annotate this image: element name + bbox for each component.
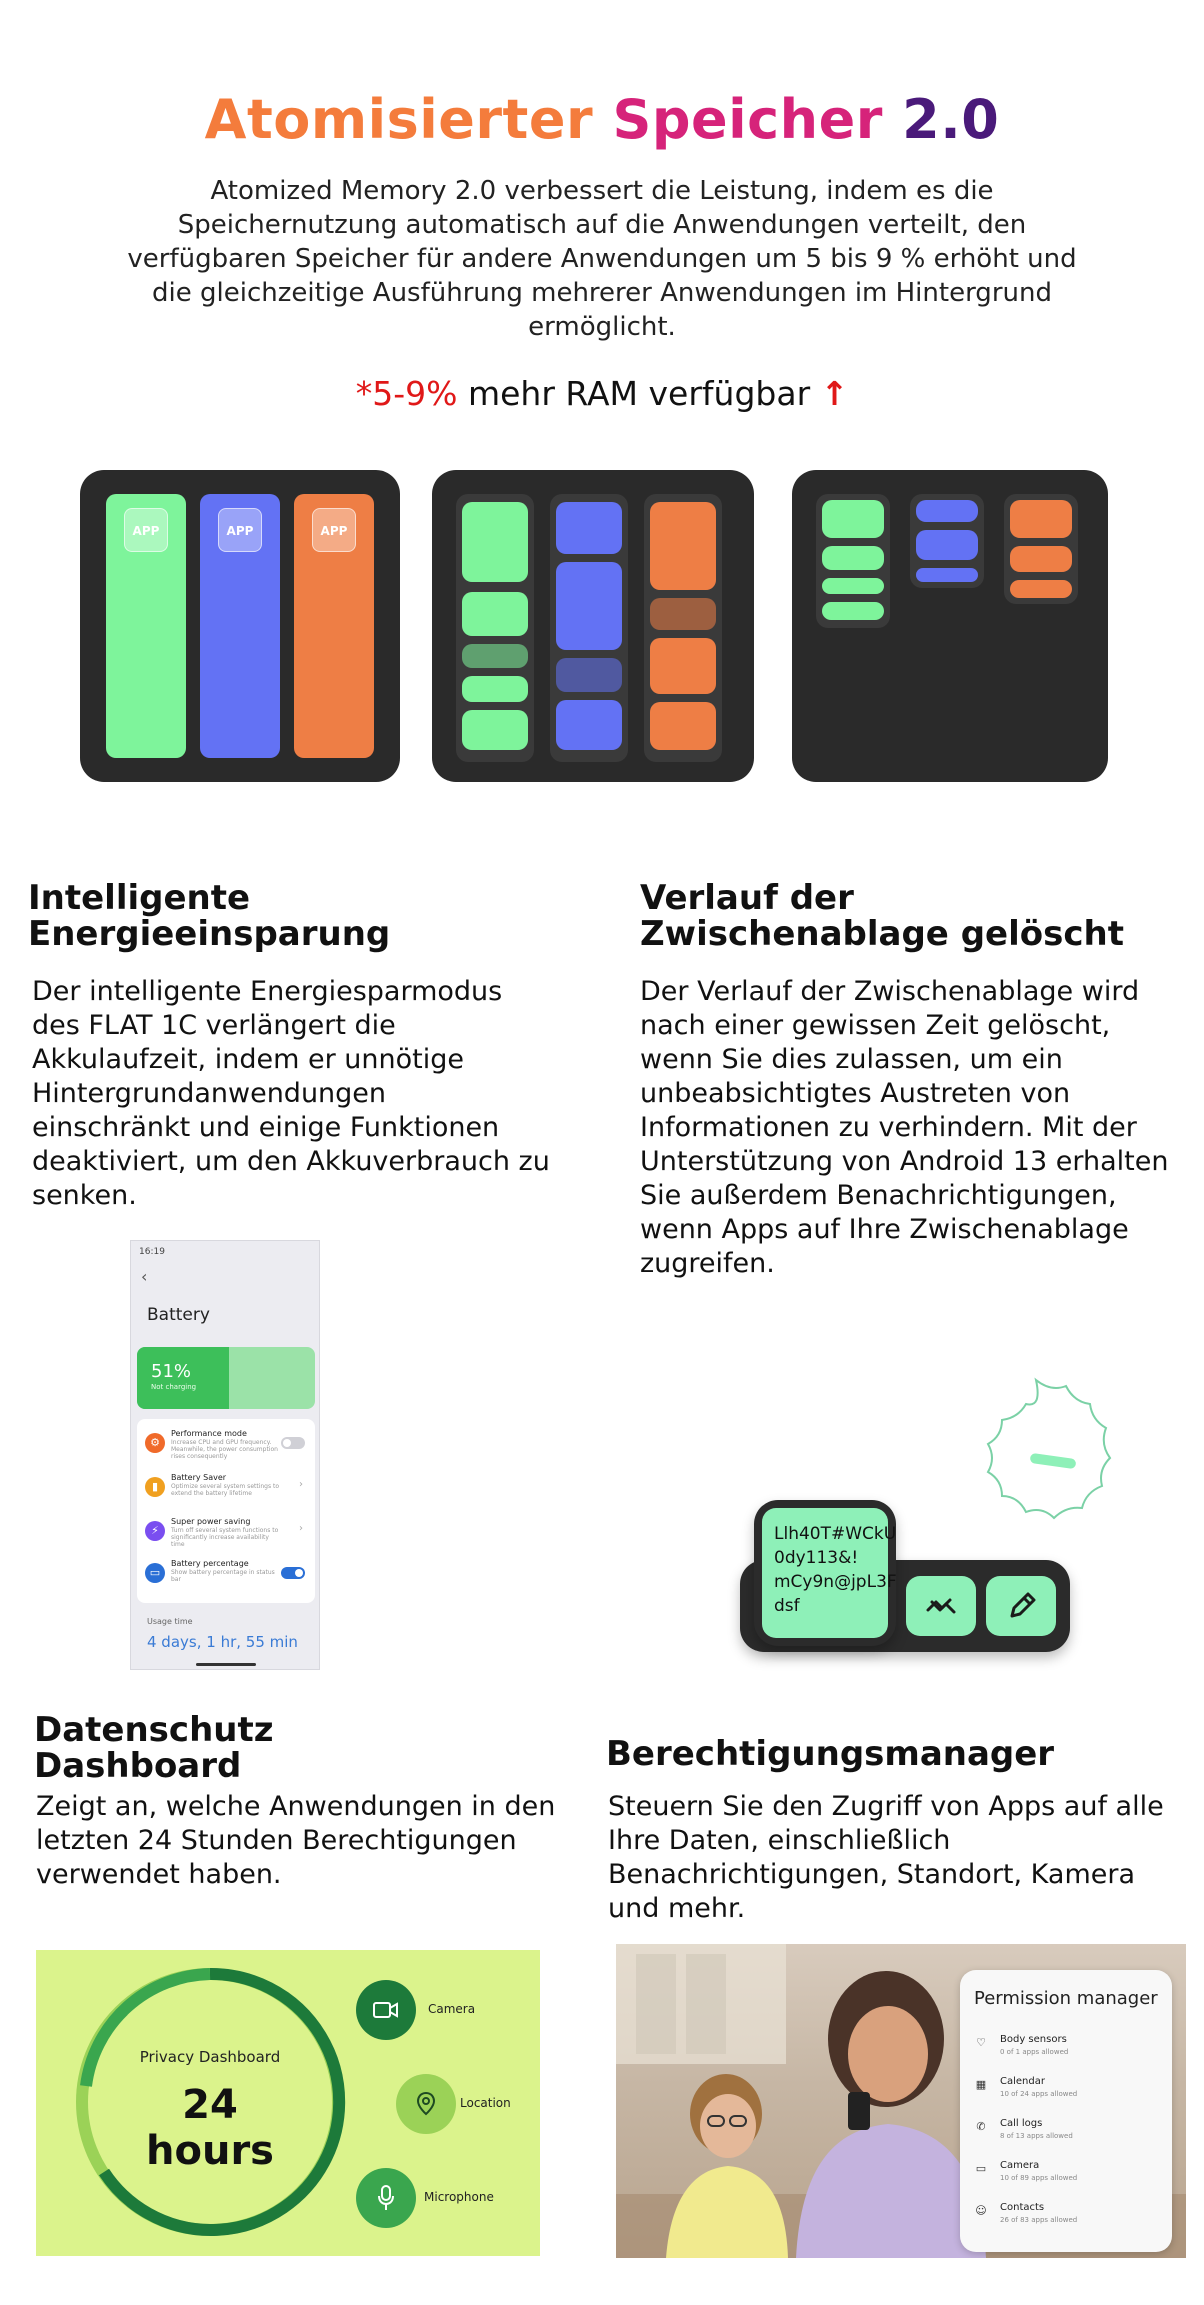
memory-block xyxy=(1010,546,1072,572)
permission-item-body-sensors[interactable] xyxy=(974,2034,1174,2072)
toggle-switch[interactable] xyxy=(281,1567,305,1579)
app-icon: APP xyxy=(218,508,262,552)
location-icon xyxy=(396,2074,456,2134)
ram-line xyxy=(0,374,1204,413)
permission-name: Call logs xyxy=(1000,2118,1043,2129)
battery-level-card xyxy=(137,1347,315,1409)
memory-block xyxy=(462,502,528,582)
microphone-label: Microphone xyxy=(424,2190,494,2204)
gear-icon: ⚙ xyxy=(145,1433,165,1453)
edit-button[interactable] xyxy=(986,1576,1056,1636)
permission-item-camera[interactable] xyxy=(974,2160,1174,2198)
permissions-title: Berechtigungsmanager xyxy=(606,1734,1055,1774)
setting-battery-percentage[interactable] xyxy=(143,1559,309,1595)
battery-percent: 51% xyxy=(151,1361,192,1382)
clip-text-line3: mCy9n@jpL3F xyxy=(774,1572,897,1592)
memory-block xyxy=(1010,580,1072,598)
permission-item-call-logs[interactable] xyxy=(974,2118,1174,2156)
memory-block xyxy=(556,562,622,650)
setting-title: Battery percentage xyxy=(171,1559,249,1568)
permission-item-contacts[interactable] xyxy=(974,2202,1174,2240)
battery-phone-screenshot xyxy=(130,1240,320,1670)
setting-battery-saver[interactable] xyxy=(143,1473,309,1509)
nearby-share-button[interactable] xyxy=(906,1576,976,1636)
setting-title: Battery Saver xyxy=(171,1473,227,1482)
location-label: Location xyxy=(460,2096,511,2110)
charging-status: Not charging xyxy=(151,1383,197,1391)
ram-percentage: *5-9% xyxy=(355,374,458,413)
permission-name: Body sensors xyxy=(1000,2034,1067,2045)
memory-block xyxy=(1010,500,1072,538)
clipboard-title-line1: Verlauf der xyxy=(640,878,854,918)
memory-block xyxy=(650,502,716,590)
privacy-dashboard-hours xyxy=(110,2082,310,2174)
toggle-switch[interactable] xyxy=(281,1437,305,1449)
setting-performance-mode[interactable] xyxy=(143,1429,309,1465)
permission-name: Calendar xyxy=(1000,2076,1045,2087)
heart-icon: ♡ xyxy=(976,2036,986,2049)
setting-title: Super power saving xyxy=(171,1517,251,1526)
memory-block xyxy=(462,676,528,702)
chevron-right-icon: › xyxy=(299,1479,303,1490)
setting-subtitle: Turn off several system functions to significantly increase availability time xyxy=(171,1527,279,1548)
calendar-icon: ▦ xyxy=(975,2078,987,2091)
clipboard-title xyxy=(640,880,1180,952)
status-time: 16:19 xyxy=(139,1247,165,1257)
permissions-text: Steuern Sie den Zugriff von Apps auf alle Ihre Daten, einschließlich Benachrichtigungen, Standort, Kamera und mehr. xyxy=(608,1791,1164,1924)
hero-description: Atomized Memory 2.0 verbessert die Leistung, indem es die Speichernutzung automatisch auf die Anwendungen verteilt, den verfügbaren Speicher für andere Anwendungen um 5 bis 9 % erhöht und die gleichzeitige Ausführung mehrerer Anwendungen im Hintergrund ermöglicht. xyxy=(127,176,1077,342)
setting-subtitle: Show battery percentage in status bar xyxy=(171,1569,275,1583)
clipboard-text: Der Verlauf der Zwischenablage wird nach einer gewissen Zeit gelöscht, wenn Sie dies zulassen, um ein unbeabsichtigtes Austreten von Informationen zu verhindern. Mit der Unterstützung von Android 13 erhalten Sie außerdem Benachrichtigungen, wenn Apps auf Ihre Zwischenablage zugreifen. xyxy=(640,976,1169,1279)
memory-block xyxy=(822,578,884,594)
memory-block xyxy=(650,598,716,630)
privacy-title xyxy=(34,1712,554,1784)
permission-count: 8 of 13 apps allowed xyxy=(1000,2132,1073,2140)
energy-title-line2: Energieeinsparung xyxy=(28,914,391,954)
hero-title-part1: Atomisierter xyxy=(204,88,594,151)
permission-name: Contacts xyxy=(1000,2202,1045,2213)
phone-icon: ✆ xyxy=(976,2120,986,2133)
energy-title xyxy=(28,880,548,952)
battery-icon: ▮ xyxy=(145,1477,165,1497)
contacts-icon: ☺ xyxy=(975,2204,987,2217)
setting-super-power-saving[interactable] xyxy=(143,1517,309,1553)
clip-text-line4: dsf xyxy=(774,1596,800,1616)
setting-title: Performance mode xyxy=(171,1429,247,1438)
arrow-up-icon: ↑ xyxy=(820,374,849,413)
hours-number: 24 xyxy=(182,2082,238,2128)
memory-block xyxy=(916,530,978,560)
memory-tile-freed xyxy=(792,470,1108,782)
hours-word: hours xyxy=(146,2128,274,2174)
microphone-icon xyxy=(356,2168,416,2228)
camera-icon: ▭ xyxy=(975,2162,987,2175)
permission-count: 26 of 83 apps allowed xyxy=(1000,2216,1078,2224)
privacy-title-line1: Datenschutz xyxy=(34,1710,274,1750)
permission-manager-title: Permission manager xyxy=(974,1988,1158,2009)
lightning-icon: ⚡ xyxy=(145,1521,165,1541)
permission-count: 0 of 1 apps allowed xyxy=(1000,2048,1069,2056)
energy-title-line1: Intelligente xyxy=(28,878,251,918)
setting-subtitle: Increase CPU and GPU frequency. Meanwhile, the power consumption rises consequently xyxy=(171,1439,278,1460)
permission-item-calendar[interactable] xyxy=(974,2076,1174,2114)
battery-title: Battery xyxy=(147,1305,210,1325)
setting-subtitle: Optimize several system settings to extend the battery lifetime xyxy=(171,1483,280,1497)
memory-block xyxy=(462,710,528,750)
privacy-dashboard-title: Privacy Dashboard xyxy=(139,2048,281,2066)
permission-count: 10 of 89 apps allowed xyxy=(1000,2174,1078,2182)
clip-text-line1: Llh40T#WCkU xyxy=(774,1524,897,1544)
wavy-badge-icon xyxy=(946,1370,1126,1550)
share-nearby-icon xyxy=(906,1576,976,1636)
memory-block xyxy=(462,592,528,636)
clipboard-preview-card[interactable] xyxy=(762,1508,897,1638)
camera-label: Camera xyxy=(428,2002,476,2016)
battery-percentage-icon: ▭ xyxy=(145,1563,165,1583)
memory-tile-full xyxy=(80,470,400,782)
memory-block xyxy=(822,602,884,620)
hero-title-part3: 2.0 xyxy=(902,88,1000,151)
memory-block xyxy=(822,546,884,570)
privacy-dashboard-illustration xyxy=(36,1950,540,2256)
privacy-text: Zeigt an, welche Anwendungen in den letzten 24 Stunden Berechtigungen verwendet haben. xyxy=(36,1791,556,1890)
memory-block xyxy=(556,502,622,554)
memory-block xyxy=(650,702,716,750)
memory-block xyxy=(462,644,528,668)
hero-title-part2: Speicher xyxy=(612,88,883,151)
memory-block xyxy=(916,500,978,522)
chevron-right-icon: › xyxy=(299,1523,303,1534)
hero-title xyxy=(0,88,1204,151)
clip-text-line2: 0dy113&! xyxy=(774,1548,859,1568)
energy-text: Der intelligente Energiesparmodus des FLAT 1C verlängert die Akkulaufzeit, indem er unnötige Hintergrundanwendungen einschränkt und einige Funktionen deaktiviert, um den Akkuverbrauch zu senken. xyxy=(32,976,550,1211)
ram-text: mehr RAM verfügbar xyxy=(467,374,811,413)
permission-manager-card xyxy=(960,1970,1172,2252)
permissions-photo xyxy=(616,1944,1186,2258)
app-icon: APP xyxy=(124,508,168,552)
privacy-title-line2: Dashboard xyxy=(34,1746,242,1786)
memory-block xyxy=(556,658,622,692)
battery-settings-list xyxy=(137,1419,315,1603)
usage-time-value: 4 days, 1 hr, 55 min xyxy=(147,1633,298,1651)
back-icon[interactable]: ‹ xyxy=(141,1267,148,1286)
clipboard-title-line2: Zwischenablage gelöscht xyxy=(640,914,1124,954)
memory-block xyxy=(822,500,884,538)
memory-block xyxy=(916,568,978,582)
permission-count: 10 of 24 apps allowed xyxy=(1000,2090,1078,2098)
memory-tile-atomized xyxy=(432,470,754,782)
usage-time-label: Usage time xyxy=(147,1617,193,1626)
memory-block xyxy=(650,638,716,694)
pencil-icon xyxy=(986,1576,1056,1636)
camera-icon xyxy=(356,1980,416,2040)
app-icon: APP xyxy=(312,508,356,552)
permission-name: Camera xyxy=(1000,2160,1040,2171)
memory-block xyxy=(556,700,622,750)
home-indicator xyxy=(196,1663,256,1666)
